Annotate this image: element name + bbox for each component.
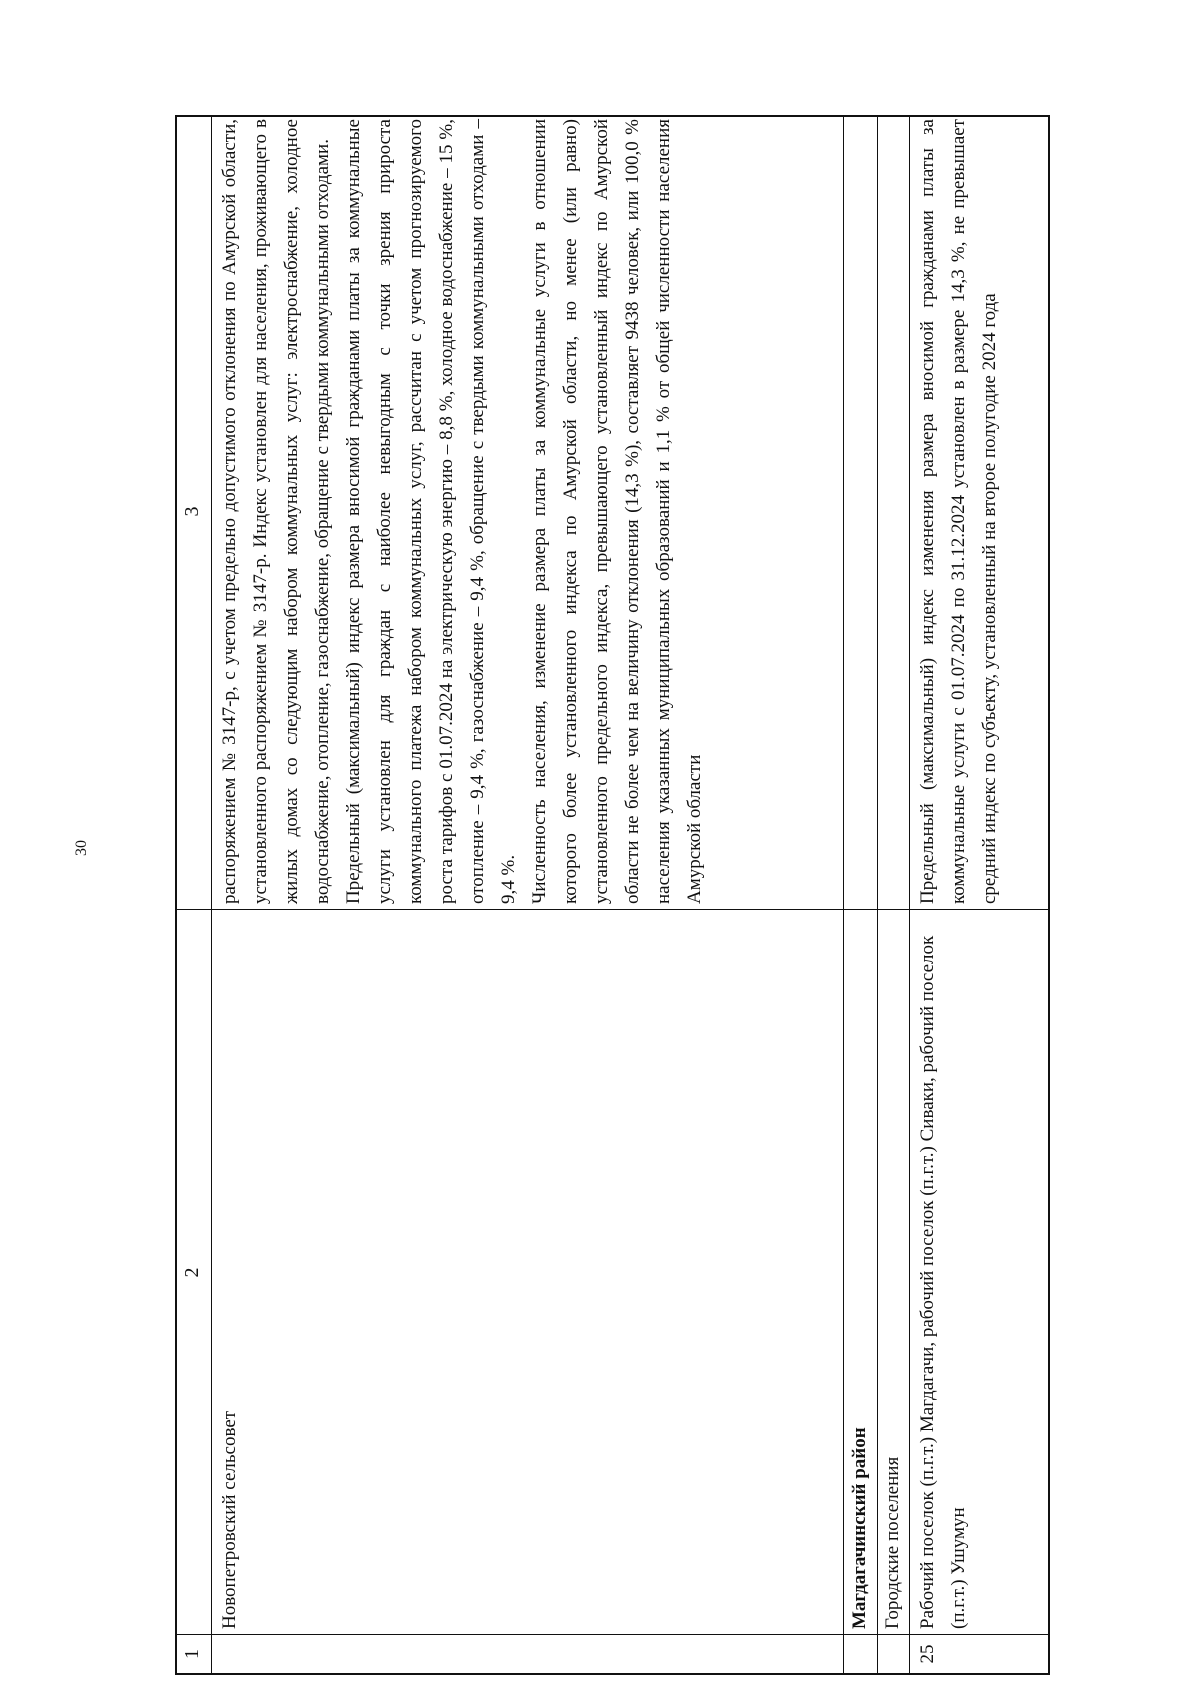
subsection-title: Городские поселения [882,1456,903,1629]
page-number: 30 [73,840,90,856]
row25-num: 25 [917,1644,938,1664]
row1-paragraph: распоряжением № 3147-р, с учетом предельно допустимого отклонения по Амурской области, установленного распоряжением № 3147-р. Индекс установлен для населения, проживающего в жилых домах со следующим набором коммунальных услуг: электроснабжение, холодное водоснабжение, отопление, газоснабжение, обращение с твердыми коммунальными отходами. [219,119,333,904]
row1-num [211,1635,843,1673]
row1-text [211,115,843,910]
row1-paragraph: Численность населения, изменение размера платы за коммунальные услуги в отношении которого более установленного индекса по Амурской области, но менее (или равно) установленного предельного индекса, превышающего установленный индекс по Амурской области не более чем на величину отклонения (14,3 %), составляет 9438 человек, или 100,0 % населения указанных муниципальных образований и 1,1 % от общей численности населения Амурской области [529,119,705,904]
section-title: Магдагачинский район [849,1427,870,1629]
header-col-3: 3 [181,506,203,517]
row25-name: Рабочий поселок (п.г.т.) Магдагачи, рабочий поселок (п.г.т.) Сиваки, рабочий поселок (п.г.т.) Ушумун [917,935,969,1629]
row25-paragraph: Предельный (максимальный) индекс изменения размера вносимой гражданами платы за коммунальные услуги с 01.07.2024 по 31.12.2024 установлен в размере 14,3 %, не превышает средний индекс по субъекту, установленный на второе полугодие 2024 года [917,119,1000,904]
row1-paragraph: Предельный (максимальный) индекс размера вносимой гражданами платы за коммунальные услуги установлен для граждан с наиболее невыгодным с точки зрения прироста коммунального платежа набором коммунальных услуг, рассчитан с учетом прогнозируемого роста тарифов с 01.07.2024 на электрическую энергию – 8,8 %, холодное водоснабжение – 15 %, отопление – 9,4 %, газоснабжение – 9,4 %, обращение с твердыми коммунальными отходами – 9,4 %. [343,119,519,904]
row25-text [909,115,1050,910]
header-col-1: 1 [181,1649,203,1659]
data-table [175,115,1050,1675]
rotated-table-frame [175,115,1050,1675]
header-col-2: 2 [181,1267,203,1278]
row1-name: Новопетровский сельсовет [219,1410,240,1629]
